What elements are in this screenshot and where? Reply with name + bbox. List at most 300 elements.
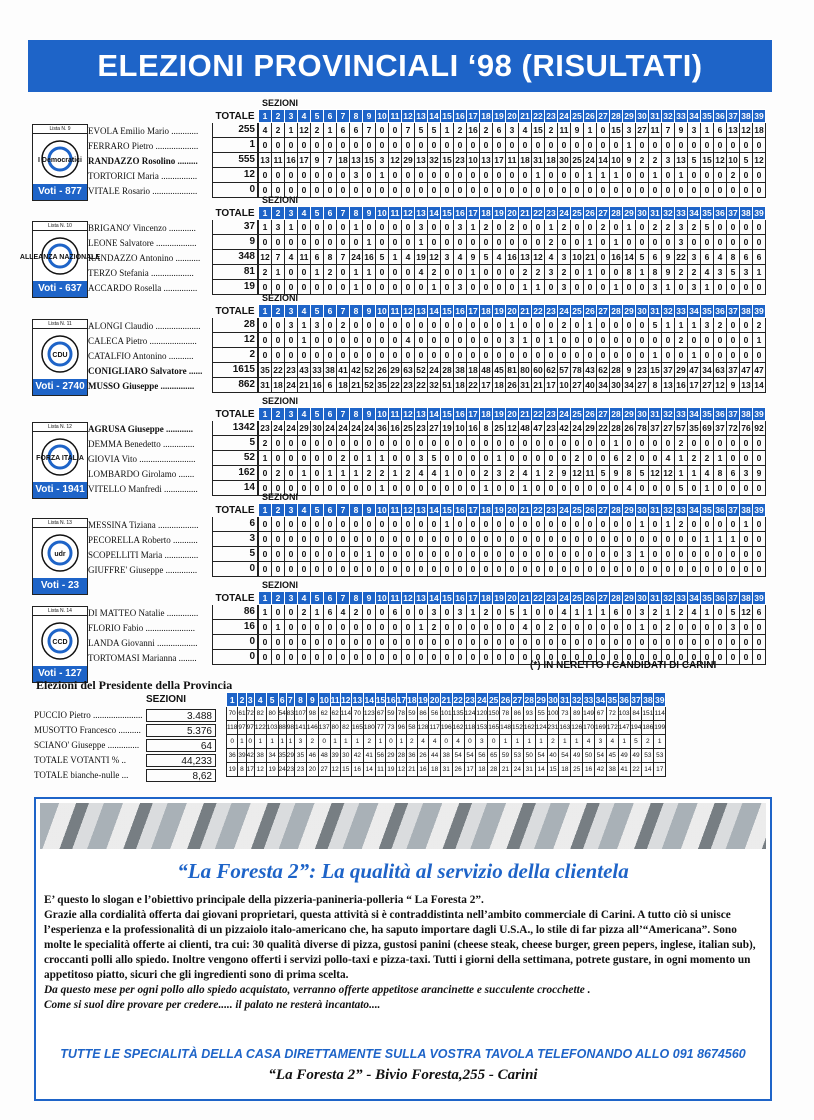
vote-cell: 0 (688, 562, 701, 577)
title-banner (28, 40, 772, 92)
president-row-value: 3.488 (146, 709, 216, 722)
vote-cell: 37 (727, 363, 740, 378)
vote-cell: 7 (662, 123, 675, 138)
candidate-name: GIOVIA Vito ......................... (88, 454, 196, 464)
vote-cell: 0 (506, 138, 519, 153)
vote-cell: 0 (506, 348, 519, 363)
vote-cell: 16 (417, 763, 429, 777)
vote-cell: 0 (467, 318, 480, 333)
vote-cell: 2 (480, 220, 493, 235)
vote-cell: 5 (727, 605, 740, 620)
section-header: 20 (507, 208, 517, 218)
vote-cell: 0 (506, 451, 519, 466)
section-header: 11 (390, 306, 400, 316)
vote-cell: 0 (714, 635, 727, 650)
section-header: 12 (403, 111, 413, 121)
ad-paragraph: Grazie alla cordialità offerta dai giovani proprietari, questa attività si è contraddistinta nell’ambito commerciale di Carini. A tutto ciò si unisce l’esperienza e la professionalità di un pizzaiolo italo-americano che, ha saputo importare dagli U.S.A., lo stile di far pizza all’“Americana”. Sono molte le specialità offerte ai clienti, tra cui: 30 qualità diverse di pizza, gustosi panini (cheese steak, cheese burger, green pepers, inglese, italian sub), croccanti polli allo spiedo. Inoltre vengono offerti i servizi pollo-taxi e pizza-taxi. Tutti i giorni della settimana, potrete gustare, in ogni momento un appetitoso piatto, sicuri che gli ingredienti sono di prima scelta. (44, 909, 756, 981)
vote-cell: 17 (464, 763, 476, 777)
section-header: 3 (285, 305, 298, 318)
vote-cell: 0 (337, 635, 350, 650)
vote-cell: 11 (649, 123, 662, 138)
vote-cell: 0 (753, 436, 766, 451)
vote-cell: 199 (654, 721, 666, 735)
vote-cell: 1 (523, 735, 535, 749)
footnote: (*) IN NERETTO I CANDIDATI DI CARINI (530, 660, 717, 671)
candidate-total: 37 (212, 220, 258, 235)
vote-cell: 0 (532, 235, 545, 250)
vote-cell: 0 (558, 650, 571, 665)
vote-cell: 0 (740, 620, 753, 635)
vote-cell: 0 (597, 250, 610, 265)
vote-cell: 2 (259, 436, 272, 451)
vote-cell: 0 (545, 436, 558, 451)
section-header: 39 (754, 208, 764, 218)
section-header: 4 (298, 592, 311, 605)
president-row-value: 44,233 (146, 754, 216, 767)
lista-label: Lista N. 14 (33, 607, 87, 616)
vote-cell: 0 (324, 168, 337, 183)
vote-cell: 1 (396, 735, 406, 749)
vote-cell: 0 (701, 168, 714, 183)
vote-cell: 0 (363, 318, 376, 333)
vote-cell: 15 (340, 763, 351, 777)
vote-cell: 8 (649, 378, 662, 393)
vote-cell: 0 (740, 318, 753, 333)
vote-cell: 4 (452, 735, 464, 749)
vote-cell: 2 (558, 318, 571, 333)
vote-cell: 0 (532, 451, 545, 466)
totale-header: TOTALE (215, 111, 255, 122)
vote-cell: 137 (318, 721, 330, 735)
section-header: 18 (481, 505, 491, 515)
section-header: 10 (377, 505, 387, 515)
vote-cell: 0 (597, 265, 610, 280)
vote-cell: 0 (467, 562, 480, 577)
vote-cell: 3 (740, 466, 753, 481)
sezioni-label: SEZIONI (262, 580, 299, 590)
vote-cell: 0 (545, 280, 558, 295)
vote-cell: 0 (350, 451, 363, 466)
vote-cell: 2 (675, 436, 688, 451)
section-header: 18 (481, 409, 491, 419)
vote-cell: 38 (606, 763, 618, 777)
section-header: 27 (598, 208, 608, 218)
vote-cell: 0 (688, 333, 701, 348)
section-header: 24 (559, 409, 569, 419)
vote-cell: 0 (675, 183, 688, 198)
section-header: 20 (507, 593, 517, 603)
vote-cell: 0 (636, 333, 649, 348)
vote-cell: 0 (688, 183, 701, 198)
section-header: 13 (416, 208, 426, 218)
vote-cell: 9 (571, 123, 584, 138)
vote-cell: 4 (454, 250, 467, 265)
candidate-name: CALECA Pietro ..................... (88, 336, 197, 346)
vote-cell: 0 (571, 168, 584, 183)
vote-cell: 0 (464, 735, 476, 749)
vote-cell: 0 (402, 532, 415, 547)
vote-cell: 0 (675, 635, 688, 650)
vote-cell: 0 (623, 235, 636, 250)
vote-cell: 0 (324, 620, 337, 635)
vote-cell: 2 (324, 265, 337, 280)
section-header: 36 (715, 593, 725, 603)
section-header: 35 (702, 593, 712, 603)
vote-cell: 16 (311, 378, 324, 393)
candidate-total: 0 (212, 183, 258, 198)
vote-cell: 80 (330, 721, 340, 735)
vote-cell: 55 (535, 707, 547, 721)
section-header: 30 (637, 505, 647, 515)
section-header: 16 (386, 694, 396, 705)
vote-cell: 0 (389, 481, 402, 496)
section-header: 10 (377, 409, 387, 419)
vote-cell: 0 (389, 451, 402, 466)
vote-cell: 0 (701, 620, 714, 635)
vote-cell: 0 (571, 547, 584, 562)
vote-cell: 0 (298, 532, 311, 547)
section-header: 30 (637, 593, 647, 603)
vote-cell: 128 (417, 721, 429, 735)
section-header: 22 (453, 694, 463, 705)
totals-column (212, 592, 258, 665)
candidate-name: DEMMA Benedetto .............. (88, 439, 195, 449)
vote-cell: 1 (254, 735, 266, 749)
vote-cell: 2 (259, 265, 272, 280)
party-name: ALLEANZA NAZIONALE (19, 254, 101, 261)
vote-cell: 0 (298, 168, 311, 183)
section-header: 3 (285, 504, 298, 517)
vote-cell: 0 (311, 168, 324, 183)
vote-cell: 38 (454, 363, 467, 378)
section-header: 21 (520, 593, 530, 603)
vote-cell: 0 (649, 481, 662, 496)
vote-cell: 0 (488, 735, 500, 749)
vote-cell: 3 (594, 735, 606, 749)
section-header: 21 (520, 306, 530, 316)
vote-cell: 81 (506, 363, 519, 378)
section-header: 35 (702, 111, 712, 121)
vote-cell: 0 (727, 220, 740, 235)
vote-cell: 52 (363, 378, 376, 393)
section-header: 5 (311, 408, 324, 421)
vote-cell: 114 (340, 707, 351, 721)
vote-cell: 0 (545, 635, 558, 650)
section-header: 3 (285, 207, 298, 220)
vote-cell: 0 (610, 650, 623, 665)
vote-cell: 3 (558, 280, 571, 295)
vote-cell: 0 (324, 220, 337, 235)
vote-cell: 0 (649, 650, 662, 665)
vote-cell: 0 (636, 650, 649, 665)
vote-cell: 41 (618, 763, 630, 777)
vote-cell: 0 (636, 168, 649, 183)
section-header: 34 (689, 505, 699, 515)
vote-cell: 0 (571, 265, 584, 280)
vote-cell: 0 (324, 532, 337, 547)
vote-cell: 1 (618, 735, 630, 749)
section-header: 22 (533, 208, 543, 218)
section-header: 16 (455, 593, 465, 603)
vote-cell: 22 (597, 421, 610, 436)
vote-cell: 0 (402, 451, 415, 466)
section-header: 27 (598, 505, 608, 515)
vote-cell: 0 (350, 620, 363, 635)
vote-cell: 1 (350, 220, 363, 235)
vote-cell: 30 (311, 421, 324, 436)
vote-cell: 1 (285, 123, 298, 138)
vote-cell: 0 (662, 650, 675, 665)
vote-cell: 0 (428, 532, 441, 547)
vote-cell: 0 (298, 436, 311, 451)
vote-cell: 16 (675, 378, 688, 393)
vote-cell: 63 (714, 363, 727, 378)
vote-cell: 0 (610, 138, 623, 153)
vote-cell: 0 (584, 348, 597, 363)
vote-cell: 12 (753, 153, 766, 168)
section-header: 24 (559, 505, 569, 515)
candidate-total: 19 (212, 280, 258, 295)
vote-cell: 3 (476, 735, 488, 749)
candidate-name: DI MATTEO Natalie .............. (88, 608, 199, 618)
section-header: 28 (611, 111, 621, 121)
vote-cell: 12 (259, 250, 272, 265)
section-header: 10 (319, 694, 329, 705)
vote-cell: 7 (272, 250, 285, 265)
vote-cell: 4 (714, 250, 727, 265)
vote-cell: 0 (519, 650, 532, 665)
vote-cell: 15 (547, 763, 559, 777)
vote-cell: 21 (407, 763, 417, 777)
vote-cell: 1 (701, 123, 714, 138)
section-header: 14 (364, 694, 374, 705)
party-symbol-icon (33, 528, 87, 578)
vote-cell: 1 (740, 517, 753, 532)
vote-cell: 10 (727, 153, 740, 168)
vote-cell: 0 (467, 333, 480, 348)
vote-cell: 10 (467, 153, 480, 168)
section-header: 7 (337, 305, 350, 318)
party-name: I Democratici (38, 157, 82, 164)
vote-cell: 16 (467, 123, 480, 138)
vote-cell: 0 (493, 547, 506, 562)
vote-cell: 3 (454, 605, 467, 620)
section-header: 5 (311, 592, 324, 605)
section-header: 33 (676, 208, 686, 218)
vote-cell: 0 (675, 562, 688, 577)
vote-cell: 1 (584, 318, 597, 333)
vote-cell: 17 (480, 378, 493, 393)
vote-cell: 1 (376, 168, 389, 183)
section-header: 18 (481, 111, 491, 121)
section-header: 26 (585, 593, 595, 603)
vote-cell: 1 (675, 451, 688, 466)
vote-cell: 0 (363, 348, 376, 363)
section-header: 22 (533, 111, 543, 121)
vote-cell: 0 (584, 451, 597, 466)
vote-cell: 0 (519, 235, 532, 250)
vote-cell: 78 (636, 421, 649, 436)
vote-cell: 0 (740, 348, 753, 363)
vote-cell: 5 (630, 735, 642, 749)
vote-cell: 0 (584, 436, 597, 451)
section-header: 23 (546, 409, 556, 419)
vote-cell: 1 (636, 265, 649, 280)
vote-cell: 32 (428, 378, 441, 393)
vote-cell: 26 (376, 363, 389, 378)
ad-phone: TUTTE LE SPECIALITÀ DELLA CASA DIRETTAMENTE SULLA VOSTRA TAVOLA TELEFONANDO ALLO 091 8674560 (60, 1047, 746, 1061)
vote-cell: 0 (454, 481, 467, 496)
vote-cell: 0 (272, 436, 285, 451)
vote-cell: 0 (467, 635, 480, 650)
vote-cell: 0 (311, 481, 324, 496)
vote-cell: 0 (454, 138, 467, 153)
vote-cell: 0 (441, 220, 454, 235)
vote-cell: 0 (649, 333, 662, 348)
section-header: 13 (416, 505, 426, 515)
section-header: 23 (546, 208, 556, 218)
vote-cell: 40 (547, 749, 559, 763)
vote-cell: 4 (583, 735, 595, 749)
section-header: 38 (643, 694, 653, 705)
vote-cell: 1 (662, 605, 675, 620)
vote-cell: 25 (571, 153, 584, 168)
vote-cell: 0 (688, 481, 701, 496)
candidate-total: 862 (212, 378, 258, 393)
vote-cell: 0 (428, 635, 441, 650)
vote-cell: 2 (571, 451, 584, 466)
vote-cell: 0 (337, 532, 350, 547)
vote-cell: 0 (571, 280, 584, 295)
vote-cell: 0 (753, 235, 766, 250)
vote-cell: 6 (350, 123, 363, 138)
vote-cell: 0 (389, 235, 402, 250)
vote-cell: 0 (623, 562, 636, 577)
vote-cell: 15 (649, 363, 662, 378)
vote-cell: 0 (571, 436, 584, 451)
section-header: 23 (465, 694, 475, 705)
vote-cell: 97 (238, 721, 246, 735)
vote-cell: 31 (523, 763, 535, 777)
vote-cell: 0 (636, 532, 649, 547)
section-header: 20 (507, 409, 517, 419)
vote-cell: 5 (636, 466, 649, 481)
vote-cell: 0 (727, 348, 740, 363)
vote-cell: 0 (324, 562, 337, 577)
vote-cell: 117 (429, 721, 440, 735)
candidate-total: 348 (212, 250, 258, 265)
vote-cell: 0 (753, 280, 766, 295)
vote-cell: 29 (298, 421, 311, 436)
vote-cell: 4 (688, 605, 701, 620)
section-header: 31 (650, 208, 660, 218)
vote-cell: 0 (350, 183, 363, 198)
vote-cell: 28 (396, 749, 406, 763)
vote-cell: 19 (415, 250, 428, 265)
vote-cell: 1 (610, 436, 623, 451)
vote-cell: 27 (662, 421, 675, 436)
vote-cell: 0 (363, 481, 376, 496)
vote-cell: 0 (259, 348, 272, 363)
vote-cell: 0 (753, 562, 766, 577)
vote-cell: 10 (610, 153, 623, 168)
vote-cell: 54 (464, 749, 476, 763)
vote-cell: 0 (532, 635, 545, 650)
vote-cell: 124 (464, 707, 476, 721)
vote-cell: 19 (441, 421, 454, 436)
section-header: 7 (337, 110, 350, 123)
vote-cell: 118 (464, 721, 476, 735)
vote-cell: 0 (623, 620, 636, 635)
section-header: 34 (689, 409, 699, 419)
vote-cell: 0 (610, 183, 623, 198)
vote-cell: 0 (610, 532, 623, 547)
vote-cell: 0 (597, 532, 610, 547)
president-row-value: 8,62 (146, 769, 216, 782)
vote-cell: 0 (636, 318, 649, 333)
vote-cell: 0 (272, 235, 285, 250)
vote-cell: 2 (688, 220, 701, 235)
section-header: 38 (741, 505, 751, 515)
vote-cell: 4 (428, 466, 441, 481)
vote-cell: 0 (467, 183, 480, 198)
vote-cell: 0 (649, 620, 662, 635)
section-header: 20 (507, 111, 517, 121)
vote-cell: 0 (701, 235, 714, 250)
vote-cell: 47 (688, 363, 701, 378)
vote-cell: 0 (701, 348, 714, 363)
vote-cell: 24 (428, 363, 441, 378)
section-header: 11 (390, 505, 400, 515)
vote-cell: 22 (272, 363, 285, 378)
vote-cell: 6 (493, 123, 506, 138)
vote-cell: 0 (493, 183, 506, 198)
candidate-name: RANDAZZO Antonino ........... (88, 253, 201, 263)
vote-cell: 1 (623, 220, 636, 235)
candidate-name: FERRARO Pietro ................... (88, 141, 199, 151)
vote-cell: 0 (285, 517, 298, 532)
vote-cell: 27 (701, 378, 714, 393)
vote-cell: 0 (597, 138, 610, 153)
party-symbol-icon (33, 616, 87, 666)
vote-cell: 5 (428, 451, 441, 466)
vote-cell: 0 (571, 333, 584, 348)
section-header: 4 (298, 110, 311, 123)
vote-cell: 2 (662, 620, 675, 635)
vote-cell: 24 (324, 421, 337, 436)
vote-cell: 8 (324, 250, 337, 265)
vote-cell: 2 (402, 466, 415, 481)
vote-cell: 0 (389, 183, 402, 198)
section-header: 7 (337, 207, 350, 220)
vote-cell: 0 (428, 138, 441, 153)
vote-cell: 0 (506, 547, 519, 562)
vote-cell: 0 (675, 348, 688, 363)
vote-cell: 0 (350, 547, 363, 562)
vote-cell: 93 (523, 707, 535, 721)
vote-cell: 1 (584, 265, 597, 280)
vote-cell: 0 (714, 280, 727, 295)
vote-cell: 1 (662, 517, 675, 532)
vote-cell: 0 (285, 138, 298, 153)
vote-cell: 15 (441, 153, 454, 168)
section-header: 17 (468, 306, 478, 316)
vote-cell: 78 (571, 363, 584, 378)
section-header: 28 (524, 694, 534, 705)
section-header: 25 (572, 593, 582, 603)
vote-cell: 0 (519, 220, 532, 235)
party-symbol-icon (33, 134, 87, 184)
